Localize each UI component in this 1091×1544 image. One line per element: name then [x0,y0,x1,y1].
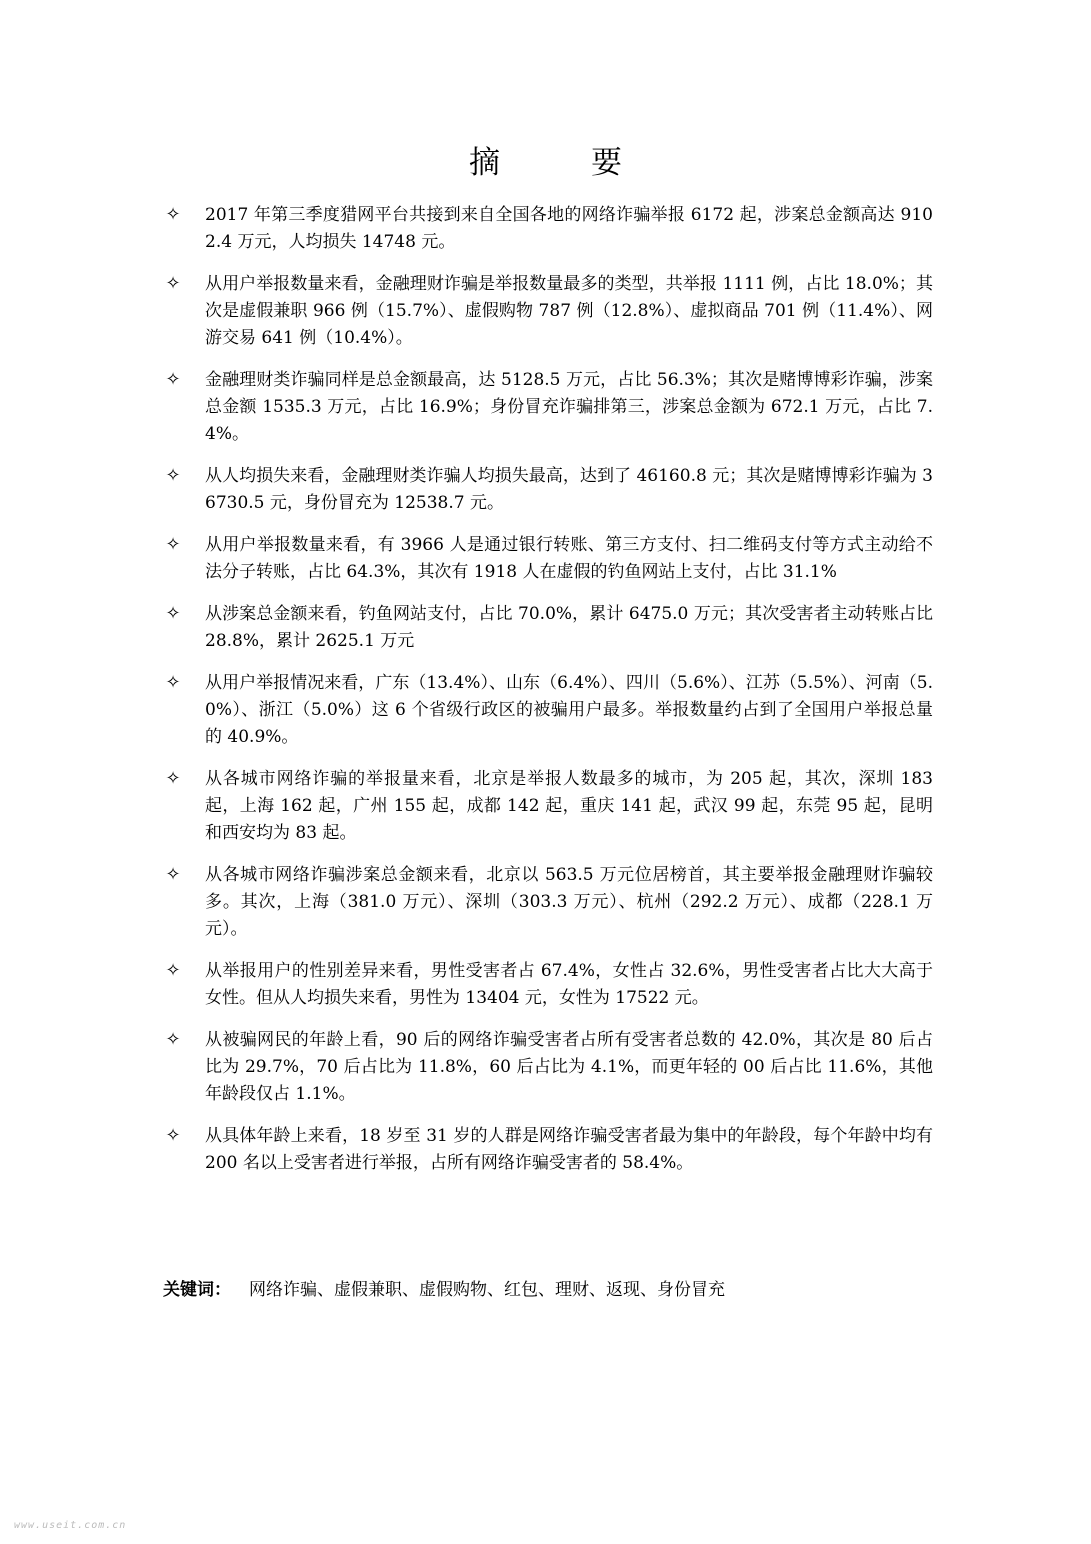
list-item-text: 2017 年第三季度猎网平台共接到来自全国各地的网络诈骗举报 6172 起，涉案总金额高达 9102.4 万元，人均损失 14748 元。 [205,205,933,252]
diamond-bullet-icon: ✧ [165,1125,181,1146]
list-item [163,1123,933,1177]
list-item [163,532,933,586]
diamond-bullet-icon: ✧ [165,534,181,555]
list-item-text: 从举报用户的性别差异来看，男性受害者占 67.4%，女性占 32.6%，男性受害者占比大大高于女性。但从人均损失来看，男性为 13404 元，女性为 17522 元。 [205,961,933,1008]
diamond-bullet-icon: ✧ [165,273,181,294]
diamond-bullet-icon: ✧ [165,768,181,789]
diamond-bullet-icon: ✧ [165,465,181,486]
list-item-text: 从用户举报数量来看，金融理财诈骗是举报数量最多的类型，共举报 1111 例，占比 18.0%；其次是虚假兼职 966 例（15.7%）、虚假购物 787 例（12.8%）、虚拟商品 701 例（11.4%）、网游交易 641 例（10.4%）。 [205,274,933,348]
list-item [163,463,933,517]
list-item [163,271,933,352]
keywords-label: 关键词： [163,1280,231,1300]
list-item-text: 从涉案总金额来看，钓鱼网站支付，占比 70.0%，累计 6475.0 万元；其次受害者主动转账占比 28.8%，累计 2625.1 万元 [205,604,933,651]
list-item-text: 从用户举报数量来看，有 3966 人是通过银行转账、第三方支付、扫二维码支付等方式主动给不法分子转账，占比 64.3%，其次有 1918 人在虚假的钓鱼网站上支付，占比 31.1% [205,535,933,582]
list-item [163,670,933,751]
list-item [163,958,933,1012]
diamond-bullet-icon: ✧ [165,204,181,225]
list-item [163,601,933,655]
diamond-bullet-icon: ✧ [165,960,181,981]
list-item-text: 从具体年龄上来看，18 岁至 31 岁的人群是网络诈骗受害者最为集中的年龄段，每个年龄中均有 200 名以上受害者进行举报，占所有网络诈骗受害者的 58.4%。 [205,1126,933,1173]
diamond-bullet-icon: ✧ [165,864,181,885]
diamond-bullet-icon: ✧ [165,1029,181,1050]
diamond-bullet-icon: ✧ [165,369,181,390]
list-item-text: 从各城市网络诈骗涉案总金额来看，北京以 563.5 万元位居榜首，其主要举报金融理财诈骗较多。其次，上海（381.0 万元）、深圳（303.3 万元）、杭州（292.2 万元）、成都（228.1 万元）。 [205,865,933,939]
list-item-text: 从各城市网络诈骗的举报量来看，北京是举报人数最多的城市，为 205 起，其次，深圳 183 起，上海 162 起，广州 155 起，成都 142 起，重庆 141 起，武汉 99 起，东莞 95 起，昆明和西安均为 83 起。 [205,769,933,843]
watermark: www.useit.com.cn [14,1520,127,1531]
list-item-text: 从用户举报情况来看，广东（13.4%）、山东（6.4%）、四川（5.6%）、江苏（5.5%）、河南（5.0%）、浙江（5.0%）这 6 个省级行政区的被骗用户最多。举报数量约占到了全国用户举报总量的 40.9%。 [205,673,933,747]
diamond-bullet-icon: ✧ [165,672,181,693]
list-item [163,766,933,847]
list-item [163,1027,933,1108]
keywords-line [163,1276,933,1304]
list-item [163,367,933,448]
list-item-text: 从人均损失来看，金融理财类诈骗人均损失最高，达到了 46160.8 元；其次是赌博博彩诈骗为 36730.5 元，身份冒充为 12538.7 元。 [205,466,933,513]
keywords-value: 网络诈骗、虚假兼职、虚假购物、红包、理财、返现、身份冒充 [249,1280,725,1300]
summary-list [163,202,933,1192]
diamond-bullet-icon: ✧ [165,603,181,624]
list-item-text: 从被骗网民的年龄上看，90 后的网络诈骗受害者占所有受害者总数的 42.0%，其次是 80 后占比为 29.7%，70 后占比为 11.8%，60 后占比为 4.1%，而更年轻的 00 后占比 11.6%，其他年龄段仅占 1.1%。 [205,1030,933,1104]
list-item [163,862,933,943]
page-title: 摘 要 [469,145,652,181]
list-item [163,202,933,256]
list-item-text: 金融理财类诈骗同样是总金额最高，达 5128.5 万元，占比 56.3%；其次是赌博博彩诈骗，涉案总金额 1535.3 万元，占比 16.9%；身份冒充诈骗排第三，涉案总金额为 672.1 万元，占比 7.4%。 [205,370,933,444]
